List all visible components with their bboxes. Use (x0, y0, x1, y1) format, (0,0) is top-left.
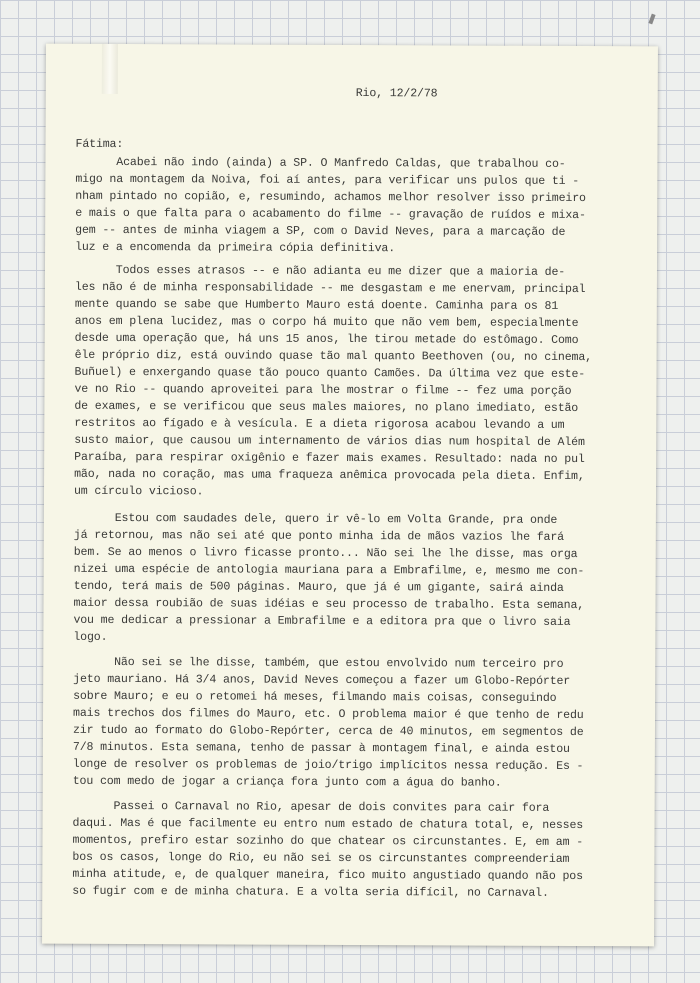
text-line: momentos, prefiro estar sozinho do que chatear os circunstantes. E, em am - (72, 833, 584, 850)
text-line: daqui. Mas é que facilmente eu entro num estado de chatura total, e, nesses (72, 816, 584, 833)
text-line: migo na montagem da Noiva, foi aí antes, para verificar uns pulos que ti - (75, 172, 580, 188)
text-line: maior dessa roubião de suas idéias e seu processo de trabalho. Esta semana, (73, 596, 585, 613)
text-line: Estou com saudades dele, quero ir vê-lo em Volta Grande, pra onde (73, 511, 558, 527)
paragraph-1 (75, 154, 586, 258)
text-line: Acabei não indo (ainda) a SP. O Manfredo Caldas, que trabalhou co- (75, 155, 566, 171)
text-line: luz e a encomenda da primeira cópia definitiva. (75, 240, 396, 256)
corner-mark (648, 14, 655, 25)
text-line: tendo, terá mais de 500 páginas. Mauro, que já é um gigante, sairá ainda (73, 579, 564, 595)
text-line: vou me dedicar a pressionar a Embrafilme e a editora pra que o livro saia (73, 613, 571, 629)
text-line: mais trechos dos filmes do Mauro, etc. O problema maior é que tenho de redu (73, 706, 584, 723)
letter-salutation: Fátima: (75, 137, 124, 152)
text-line: um círculo vicioso. (73, 484, 204, 499)
text-line: logo. (73, 630, 108, 644)
text-line: susto maior, que causou um internamento de vários dias num hospital de Além (74, 433, 585, 450)
text-line: nham pintado no copião, e, resumindo, achamos melhor resolver isso primeiro (75, 189, 586, 206)
text-line: zir tudo ao formato do Globo-Repórter, cerca de 40 minutos, em segmentos de (72, 723, 584, 740)
letter-body (72, 44, 632, 900)
text-line: bos os casos, longe do Rio, eu não sei se os circunstantes compreenderiam (72, 850, 570, 866)
text-line: Buñuel) e enxergando quase tão pouco quanto Camões. Da última vez que este- (74, 365, 586, 382)
text-line: longe de resolver os problemas de joio/trigo implícitos nessa redução. Es - (72, 757, 584, 774)
text-line: bem. Se ao menos o livro ficasse pronto... Não sei lhe lhe disse, mas orga (73, 545, 578, 561)
paragraph-2 (74, 262, 592, 502)
text-line: tou com medo de jogar a criança fora junto com a água do banho. (72, 774, 502, 790)
text-line: desde uma operação que, há uns 15 anos, lhe tirou metade do estômago. Como (74, 331, 579, 347)
text-line: anos em plena lucidez, mas o corpo há muito que não vem bem, especialmente (74, 314, 579, 330)
letter-date: Rio, 12/2/78 (355, 87, 438, 101)
text-line: de exames, e se verificou que seus males maiores, no plano imediato, estão (74, 399, 579, 415)
paragraph-4 (73, 654, 584, 792)
paragraph-5 (72, 798, 583, 902)
text-line: Não sei se lhe disse, também, que estou envolvido num terceiro pro (73, 655, 564, 671)
text-line: mente quando se sabe que Humberto Mauro está doente. Caminha para os 81 (74, 297, 559, 313)
text-line: jeto mauriano. Há 3/4 anos, David Neves começou a fazer um Globo-Repórter (73, 672, 571, 688)
letter-sheet (42, 44, 658, 947)
text-line: e mais o que falta para o acabamento do filme -- gravação de ruídos e mixa- (75, 206, 586, 223)
text-line: êle próprio diz, está ouvindo quase tão mal quanto Beethoven (ou, no cinema, (74, 348, 593, 365)
text-line: Passei o Carnaval no Rio, apesar de dois convites para cair fora (72, 799, 550, 815)
text-line: Todos esses atrasos -- e não adianta eu me dizer que a maioria de- (74, 263, 566, 279)
text-line: restritos ao fígado e à vesícula. E a dieta rigorosa acabou levando a um (74, 416, 565, 432)
text-line: 7/8 minutos. Esta semana, tenho de passar à montagem final, e ainda estou (72, 740, 570, 756)
text-line: mão, nada no coração, mas uma fraqueza anêmica provocada pela dieta. Enfim, (74, 467, 585, 484)
text-line: gem -- antes de minha viagem a SP, com o David Neves, para a marcação de (75, 223, 566, 239)
text-line: ve no Rio -- quando aproveitei para lhe mostrar o filme -- fez uma porção (74, 382, 572, 398)
text-line: Paraíba, para respirar oxigênio e fazer mais exames. Resultado: nada no pul (74, 450, 585, 467)
paragraph-3 (73, 510, 584, 648)
paper-fold (102, 44, 118, 94)
text-line: sobre Mauro; e eu o retomei há meses, filmando mais coisas, conseguindo (73, 689, 557, 705)
text-line: já retornou, mas não sei até que ponto minha ida de mãos vazios lhe fará (73, 528, 564, 544)
text-line: les não é de minha responsabilidade -- me desgastam e me enervam, principal (74, 280, 586, 297)
text-line: minha atitude, e, de qualquer maneira, fico muito angustiado quando não pos (72, 867, 583, 884)
text-line: so fugir com e de minha chatura. E a volta seria difícil, no Carnaval. (72, 884, 549, 900)
text-line: nizei uma espécie de antologia mauriana para a Embrafilme, e, mesmo me con- (73, 562, 585, 579)
